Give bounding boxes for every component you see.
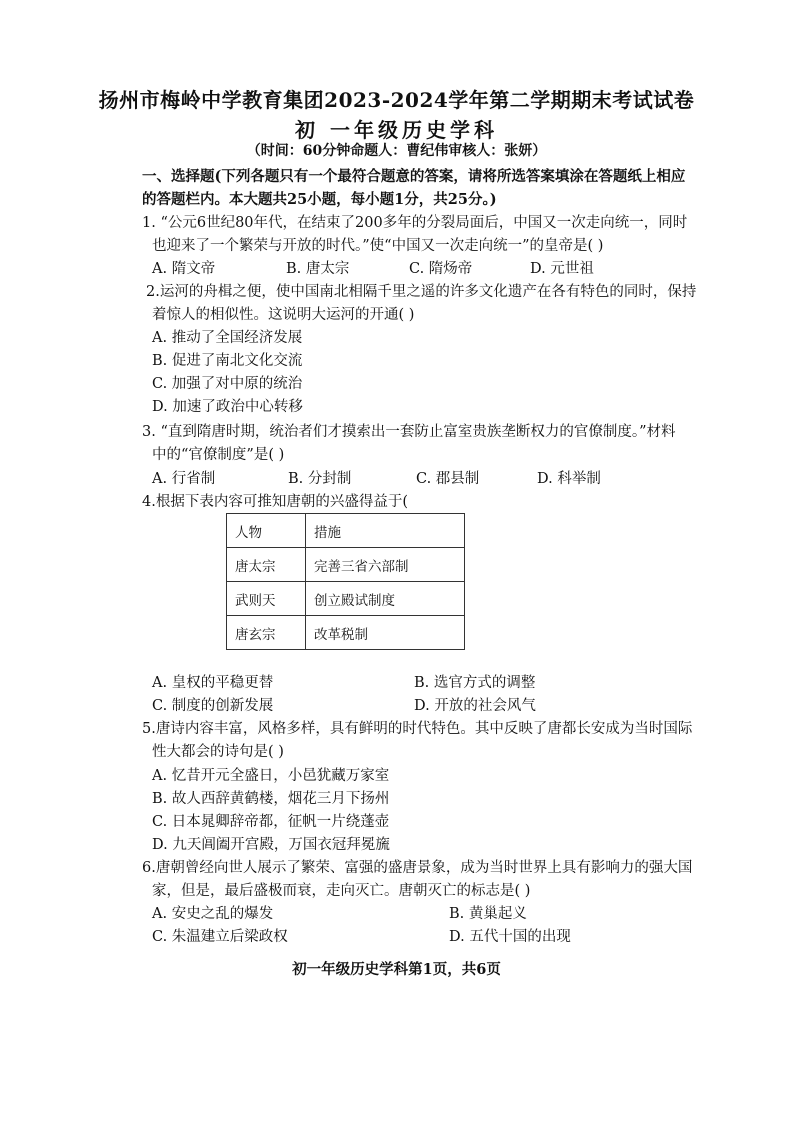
question-6-line2: 家，但是，最后盛极而衰，走向灭亡。唐朝灭亡的标志是( ) — [152, 883, 531, 899]
question-3-option-b: B. 分封制 — [288, 471, 352, 487]
question-4-option-c: C. 制度的创新发展 — [152, 698, 274, 714]
table-cell-person: 唐太宗 — [227, 548, 306, 582]
table-row — [227, 616, 465, 650]
question-4-option-b: B. 选官方式的调整 — [414, 675, 536, 691]
question-5-option-b: B. 故人西辞黄鹤楼，烟花三月下扬州 — [152, 791, 390, 807]
question-6-option-d: D. 五代十国的出现 — [449, 929, 571, 945]
question-5-line2: 性大都会的诗句是( ) — [152, 744, 284, 760]
section-instruction-line2: 的答题栏内。本大题共25小题，每小题1分，共25分。) — [142, 191, 497, 208]
section-instruction-line1: 一、选择题(下列各题只有一个最符合题意的答案，请将所选答案填涂在答题纸上相应 — [142, 168, 686, 185]
question-1-option-b: B. 唐太宗 — [286, 261, 350, 277]
question-5-line1: 5.唐诗内容丰富，风格多样，具有鲜明的时代特色。其中反映了唐都长安成为当时国际 — [142, 721, 693, 737]
question-2-line1: 2.运河的舟楫之便，使中国南北相隔千里之遥的许多文化遗产在各有特色的同时，保持 — [146, 284, 697, 300]
question-1-option-c: C. 隋炀帝 — [409, 261, 473, 277]
table-cell-person: 唐玄宗 — [227, 616, 306, 650]
table-cell-measure: 完善三省六部制 — [306, 548, 465, 582]
question-5-option-d: D. 九天阊阖开宫殿，万国衣冠拜冕旒 — [152, 837, 390, 853]
table-header-row — [227, 514, 465, 548]
question-4-line1: 4.根据下表内容可推知唐朝的兴盛得益于( — [142, 494, 408, 510]
table-header-person: 人物 — [227, 514, 306, 548]
table-header-measure: 措施 — [306, 514, 465, 548]
question-3-option-c: C. 郡县制 — [416, 471, 480, 487]
question-2-option-b: B. 促进了南北文化交流 — [152, 353, 303, 369]
question-2-option-d: D. 加速了政治中心转移 — [152, 399, 303, 415]
question-4-option-a: A. 皇权的平稳更替 — [152, 675, 274, 691]
question-2-option-c: C. 加强了对中原的统治 — [152, 376, 303, 392]
question-6-option-c: C. 朱温建立后梁政权 — [152, 929, 288, 945]
question-1-line2: 也迎来了一个繁荣与开放的时代。”使“中国又一次走向统一”的皇帝是( ) — [152, 238, 604, 254]
question-6-option-a: A. 安史之乱的爆发 — [152, 906, 274, 922]
question-1-option-a: A. 隋文帝 — [152, 261, 216, 277]
question-2-line2: 着惊人的相似性。这说明大运河的开通( ) — [152, 307, 415, 323]
measures-table — [226, 513, 465, 650]
question-3-option-a: A. 行省制 — [152, 471, 216, 487]
question-5-option-c: C. 日本晁卿辞帝都，征帆一片绕蓬壶 — [152, 814, 390, 830]
table-row — [227, 548, 465, 582]
table-cell-measure: 改革税制 — [306, 616, 465, 650]
question-3-line1: 3. “直到隋唐时期，统治者们才摸索出一套防止富室贵族垄断权力的官僚制度。”材料 — [142, 424, 676, 440]
table-row — [227, 582, 465, 616]
question-5-option-a: A. 忆昔开元全盛日，小邑犹藏万家室 — [152, 768, 390, 784]
table-cell-person: 武则天 — [227, 582, 306, 616]
question-1-option-d: D. 元世祖 — [530, 261, 594, 277]
exam-subtitle: 初 一年级历史学科 — [295, 118, 498, 142]
question-3-option-d: D. 科举制 — [537, 471, 601, 487]
table-cell-measure: 创立殿试制度 — [306, 582, 465, 616]
question-4-option-d: D. 开放的社会风气 — [414, 698, 536, 714]
question-2-option-a: A. 推动了全国经济发展 — [152, 330, 303, 346]
exam-title: 扬州市梅岭中学教育集团2023-2024学年第二学期期末考试试卷 — [98, 88, 695, 112]
page-footer: 初一年级历史学科第1页，共6页 — [292, 961, 501, 978]
question-6-line1: 6.唐朝曾经向世人展示了繁荣、富强的盛唐景象，成为当时世界上具有影响力的强大国 — [142, 860, 693, 876]
question-6-option-b: B. 黄巢起义 — [449, 906, 527, 922]
exam-info: （时间：60分钟命题人：曹纪伟审核人：张妍） — [246, 143, 547, 159]
question-3-line2: 中的“官僚制度”是( ) — [152, 447, 285, 463]
question-1-line1: 1. “公元6世纪80年代，在结束了200多年的分裂局面后，中国又一次走向统一，同时 — [142, 215, 688, 231]
